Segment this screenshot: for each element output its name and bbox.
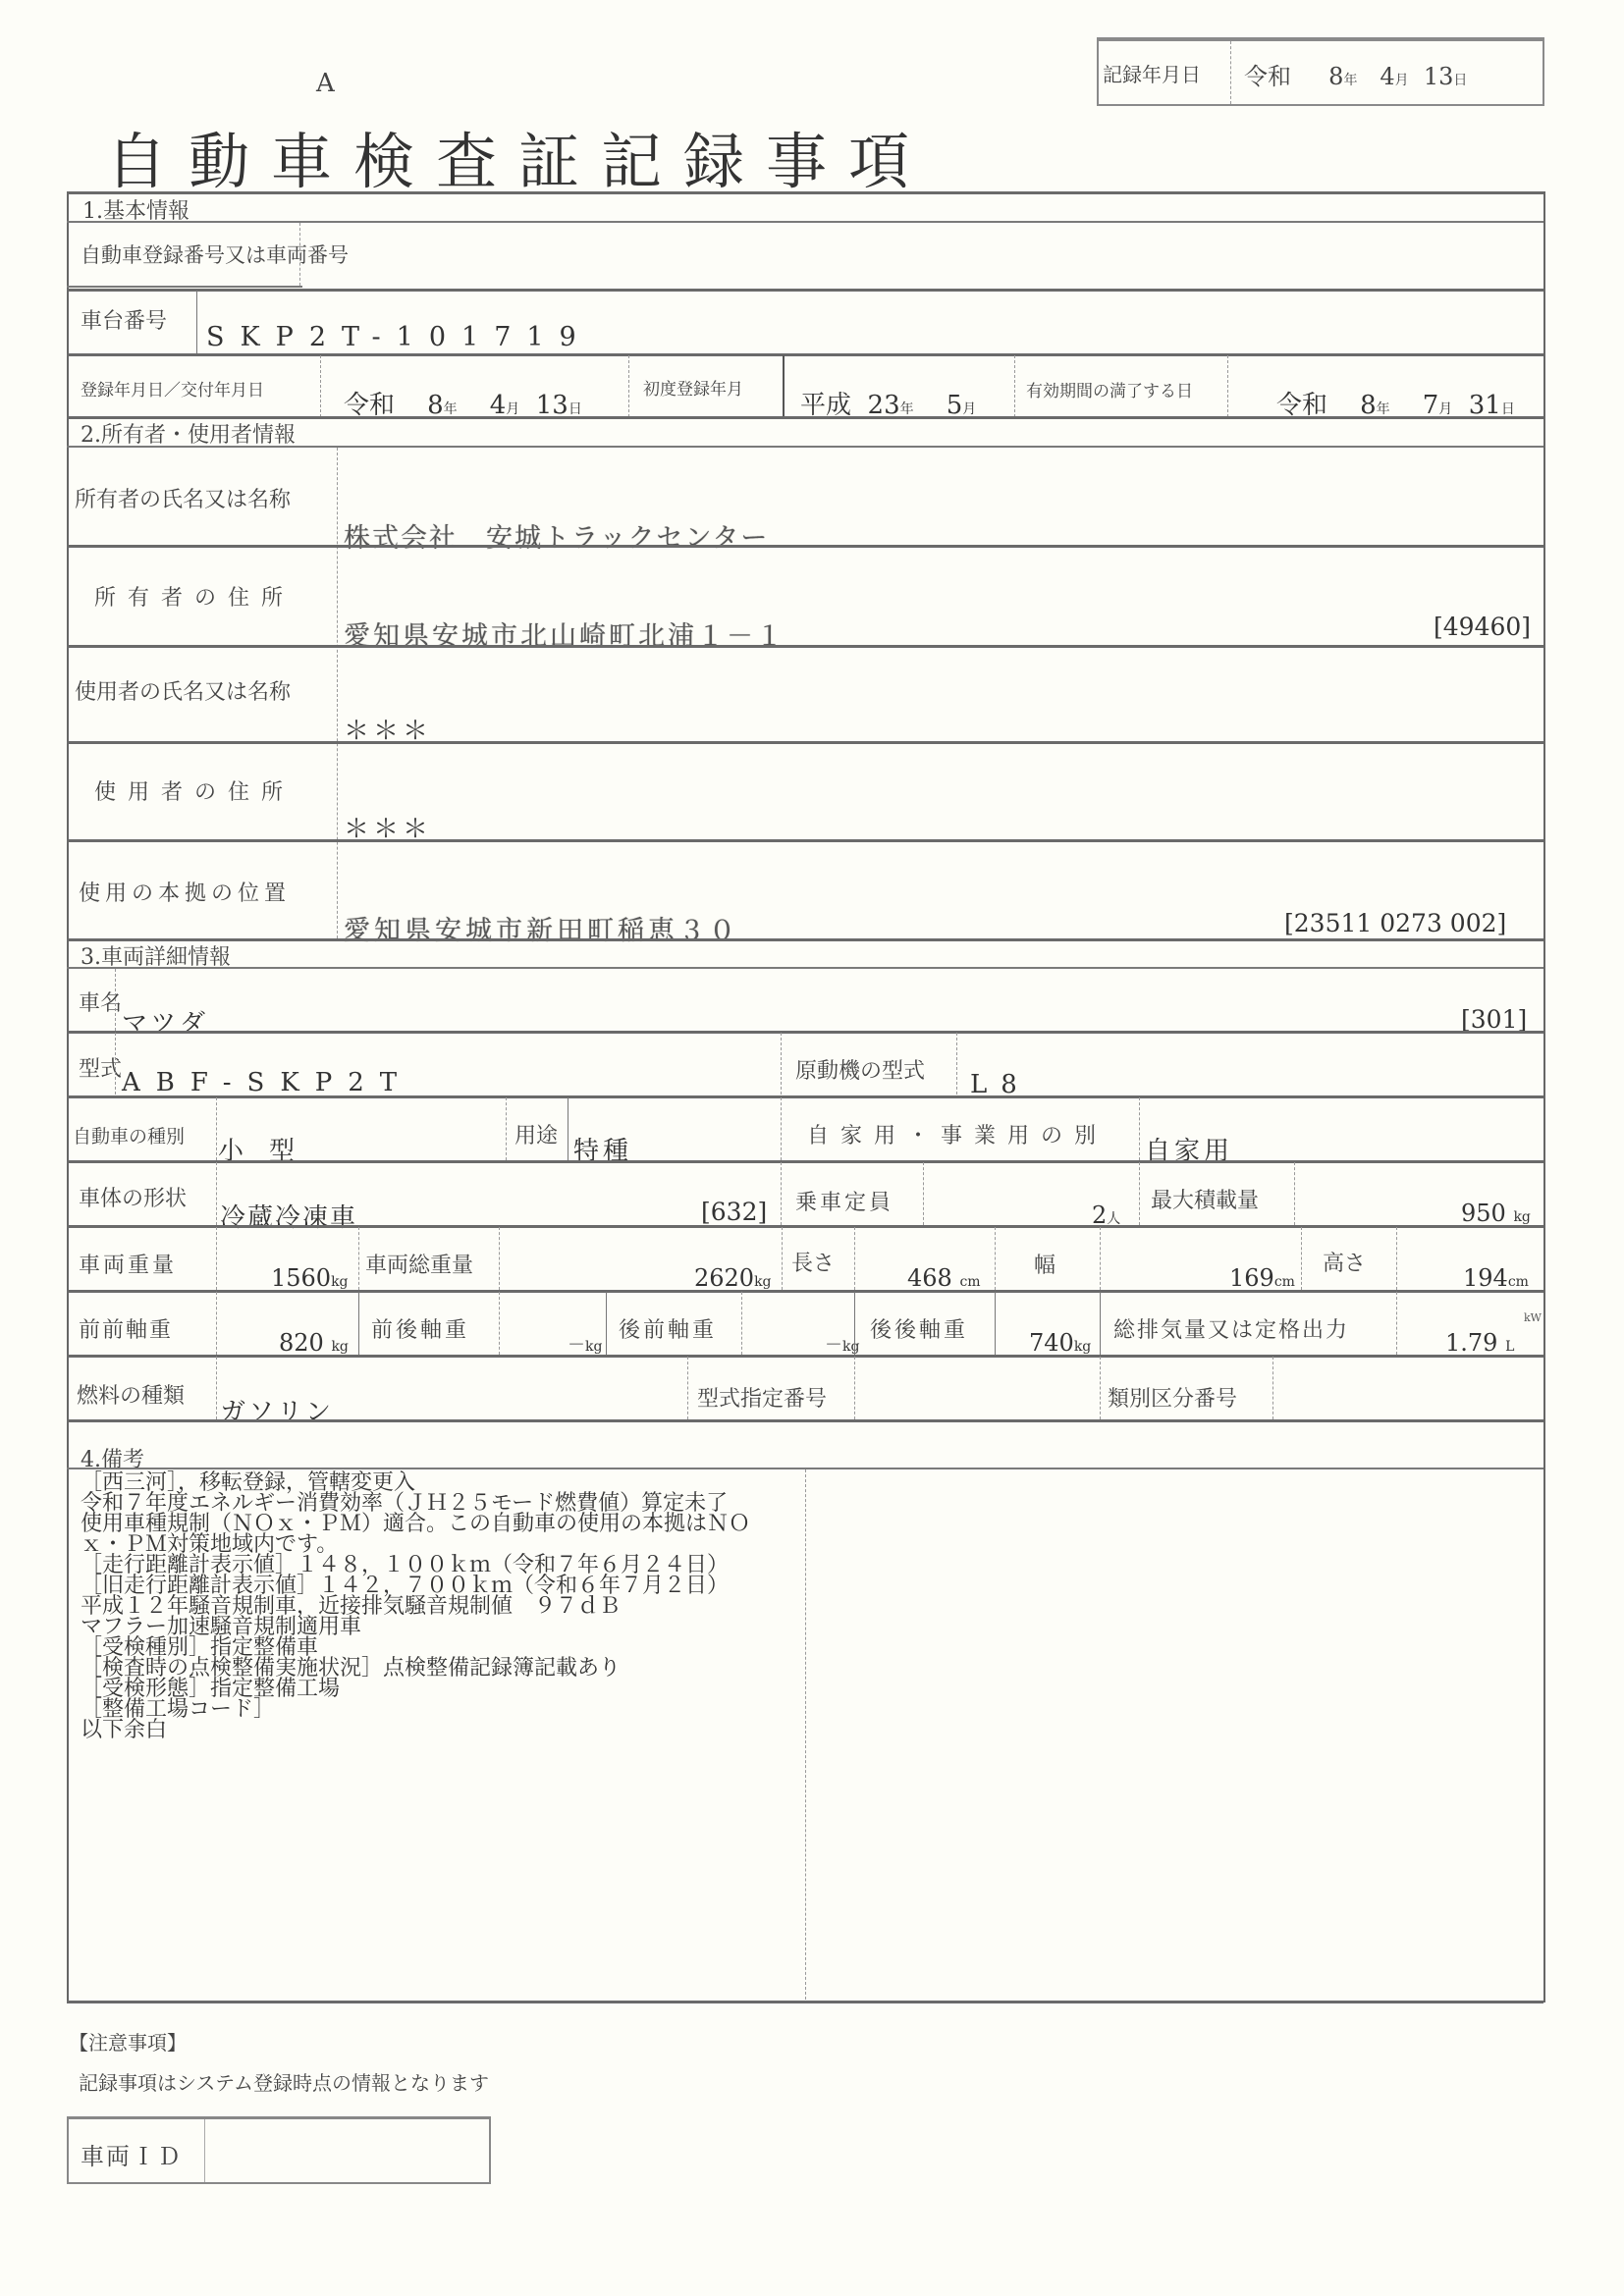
remark-line: ［西三河］，移転登録，管轄変更入: [81, 1470, 416, 1495]
purpose-value: 特種: [573, 1137, 633, 1166]
max-load-label: 最大積載量: [1151, 1189, 1260, 1213]
remark-line: 令和７年度エネルギー消費効率（ＪＨ２５モード燃費値）算定未了: [81, 1491, 729, 1516]
height-value: 194cm: [1463, 1264, 1529, 1292]
base-location-code: [23511 0273 002]: [1284, 909, 1507, 937]
kw-unit: kW: [1524, 1311, 1542, 1324]
ff-axle-value: 820 kg: [279, 1329, 349, 1357]
fr-axle-value: －kg: [568, 1335, 603, 1356]
owner-address-value: 愛知県安城市北山崎町北浦１－１: [344, 621, 785, 652]
base-location-label: 使用の本拠の位置: [79, 881, 292, 906]
rr-axle-value: 740kg: [1029, 1329, 1092, 1357]
body-shape-label: 車体の形状: [79, 1187, 188, 1211]
page-title: 自動車検査証記録事項: [106, 126, 932, 197]
owner-name-label: 所有者の氏名又は名称: [75, 488, 292, 512]
displacement-label: 総排気量又は定格出力: [1113, 1318, 1350, 1343]
owner-address-label: 所有者の住所: [94, 586, 296, 611]
width-label: 幅: [1034, 1254, 1056, 1278]
chassis-number-label: 車台番号: [81, 309, 168, 334]
engine-model-value: L8: [970, 1070, 1031, 1099]
displacement-value: 1.79 L: [1445, 1329, 1515, 1357]
remark-line: ［旧走行距離計表示値］１４２，７００ｋｍ（令和６年７月２日）: [81, 1574, 730, 1598]
section-3-title: 3.車両詳細情報: [81, 945, 231, 970]
car-name-code: [301]: [1461, 1005, 1528, 1034]
user-address-value: ＊＊＊: [344, 815, 433, 844]
gross-weight-label: 車両総重量: [365, 1254, 474, 1278]
remark-line: ［受検形態］指定整備工場: [81, 1677, 341, 1701]
vehicle-type-label: 自動車の種別: [73, 1126, 186, 1148]
first-registration-value: 平成 23年 5月: [800, 391, 977, 420]
remark-line: 平成１２年騒音規制車，近接排気騒音規制値 ９７ｄＢ: [81, 1594, 622, 1619]
max-load-value: 950 kg: [1461, 1200, 1531, 1227]
capacity-value: 2人: [1092, 1201, 1121, 1229]
type-designation-label: 型式指定番号: [697, 1387, 828, 1412]
engine-model-label: 原動機の型式: [795, 1059, 926, 1084]
capacity-label: 乗車定員: [795, 1191, 894, 1215]
registration-date-value: 令和 8年 4月 13日: [344, 391, 582, 420]
vehicle-type-value: 小 型: [218, 1137, 296, 1166]
registration-date-label: 登録年月日／交付年月日: [81, 381, 264, 400]
notes-text: 記録事項はシステム登録時点の情報となります: [79, 2071, 489, 2095]
remark-line: マフラー加速騒音規制適用車: [81, 1615, 362, 1639]
car-name-value: マツダ: [122, 1009, 209, 1039]
user-address-label: 使用者の住所: [94, 780, 296, 805]
expiry-label: 有効期間の満了する日: [1026, 382, 1193, 401]
remark-line: 以下余白: [81, 1718, 168, 1742]
model-label: 型式: [79, 1057, 123, 1082]
rr-axle-label: 後後軸重: [870, 1318, 969, 1343]
remark-line: ［整備工場コード］: [81, 1697, 276, 1722]
body-shape-value: 冷蔵冷凍車: [220, 1203, 358, 1233]
fr-axle-label: 前後軸重: [371, 1318, 470, 1343]
remark-line: ［走行距離計表示値］１４８，１００ｋｍ（令和７年６月２４日）: [81, 1553, 730, 1577]
expiry-date-value: 令和 8年 7月 31日: [1276, 391, 1515, 420]
remark-line: ［受検種別］指定整備車: [81, 1635, 319, 1660]
remark-line: ［検査時の点検整備実施状況］点検整備記録簿記載あり: [81, 1656, 622, 1681]
gross-weight-value: 2620kg: [694, 1264, 772, 1292]
height-label: 高さ: [1323, 1252, 1367, 1276]
user-name-value: ＊＊＊: [344, 717, 433, 746]
vehicle-id-box: [67, 2116, 491, 2184]
fuel-label: 燃料の種類: [77, 1384, 186, 1409]
section-1-title: 1.基本情報: [82, 199, 189, 224]
registration-number-label: 自動車登録番号又は車両番号: [81, 243, 349, 267]
private-business-label: 自家用・事業用の別: [807, 1124, 1109, 1148]
remark-line: 使用車種規制（ＮＯｘ・ＰＭ）適合。この自動車の使用の本拠はＮＯ: [81, 1512, 751, 1536]
section-2-title: 2.所有者・使用者情報: [81, 423, 296, 448]
car-name-label: 車名: [79, 991, 123, 1016]
ff-axle-label: 前前軸重: [79, 1318, 174, 1343]
notes-title: 【注意事項】: [69, 2031, 187, 2055]
owner-name-value: 株式会社 安城トラックセンター: [344, 523, 770, 554]
body-shape-code: [632]: [701, 1198, 768, 1226]
record-date-label: 記録年月日: [1103, 63, 1201, 86]
remark-line: ｘ・ＰＭ対策地域内です。: [81, 1532, 339, 1557]
rf-axle-value: －kg: [825, 1335, 860, 1356]
model-value: ABF-SKP2T: [122, 1068, 413, 1097]
owner-address-code: [49460]: [1434, 613, 1532, 641]
remarks-list: [81, 1472, 750, 1740]
fuel-value: ガソリン: [220, 1398, 335, 1427]
section-4-title: 4.備考: [81, 1448, 144, 1472]
vehicle-id-label: 車両ＩＤ: [81, 2143, 183, 2170]
base-location-value: 愛知県安城市新田町稲恵３０: [344, 916, 739, 946]
vehicle-weight-value: 1560kg: [271, 1264, 349, 1292]
rf-axle-label: 後前軸重: [619, 1318, 718, 1343]
length-value: 468 cm: [907, 1264, 981, 1292]
private-business-value: 自家用: [1145, 1137, 1234, 1166]
version-mark: A: [316, 69, 335, 98]
record-date-value: 令和 8年 4月 13日: [1244, 63, 1468, 90]
chassis-number-value: SKP2T-101719: [206, 322, 592, 352]
category-label: 類別区分番号: [1108, 1387, 1238, 1412]
length-label: 長さ: [791, 1252, 836, 1276]
vehicle-weight-label: 車両重量: [79, 1254, 178, 1278]
width-value: 169cm: [1229, 1264, 1295, 1292]
user-name-label: 使用者の氏名又は名称: [75, 680, 292, 705]
first-registration-label: 初度登録年月: [643, 380, 743, 400]
record-date-box: [1097, 37, 1544, 106]
purpose-label: 用途: [514, 1124, 559, 1148]
